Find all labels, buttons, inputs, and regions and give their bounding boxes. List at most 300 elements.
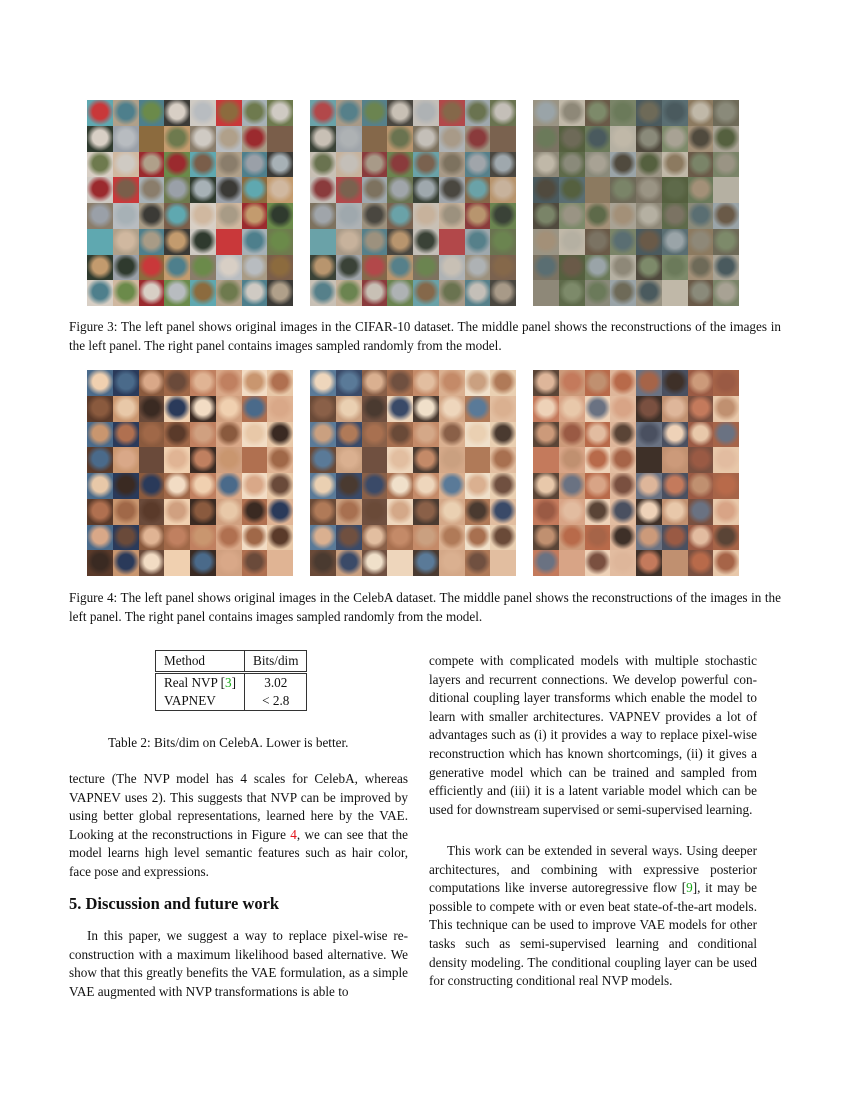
image-thumbnail <box>387 370 413 396</box>
image-thumbnail <box>688 550 714 576</box>
image-thumbnail <box>336 203 362 229</box>
image-thumbnail <box>139 255 165 281</box>
image-thumbnail <box>216 396 242 422</box>
image-thumbnail <box>713 203 739 229</box>
image-thumbnail <box>585 525 611 551</box>
image-thumbnail <box>413 177 439 203</box>
image-thumbnail <box>113 396 139 422</box>
image-thumbnail <box>139 126 165 152</box>
image-thumbnail <box>533 499 559 525</box>
image-thumbnail <box>688 229 714 255</box>
image-thumbnail <box>113 550 139 576</box>
image-thumbnail <box>336 370 362 396</box>
image-thumbnail <box>164 525 190 551</box>
left-column-text <box>69 770 408 882</box>
image-thumbnail <box>636 499 662 525</box>
image-thumbnail <box>490 525 516 551</box>
image-thumbnail <box>713 447 739 473</box>
image-thumbnail <box>490 550 516 576</box>
figure4-panel-samples <box>533 370 739 576</box>
image-thumbnail <box>310 280 336 306</box>
image-thumbnail <box>336 473 362 499</box>
image-thumbnail <box>113 499 139 525</box>
image-thumbnail <box>216 126 242 152</box>
figure3-panel-samples <box>533 100 739 306</box>
image-thumbnail <box>559 396 585 422</box>
image-thumbnail <box>585 422 611 448</box>
image-thumbnail <box>164 229 190 255</box>
image-thumbnail <box>362 203 388 229</box>
method-name: VAPNEV <box>156 692 245 711</box>
image-thumbnail <box>533 255 559 281</box>
image-thumbnail <box>439 255 465 281</box>
image-thumbnail <box>267 100 293 126</box>
image-thumbnail <box>336 396 362 422</box>
image-thumbnail <box>336 100 362 126</box>
image-thumbnail <box>713 525 739 551</box>
image-thumbnail <box>164 255 190 281</box>
image-thumbnail <box>267 280 293 306</box>
image-thumbnail <box>490 100 516 126</box>
image-thumbnail <box>190 280 216 306</box>
image-thumbnail <box>87 499 113 525</box>
image-thumbnail <box>662 447 688 473</box>
table-row <box>156 692 307 711</box>
image-thumbnail <box>636 152 662 178</box>
image-thumbnail <box>190 396 216 422</box>
image-thumbnail <box>87 177 113 203</box>
image-thumbnail <box>713 152 739 178</box>
image-thumbnail <box>413 447 439 473</box>
image-thumbnail <box>267 422 293 448</box>
image-thumbnail <box>139 499 165 525</box>
image-thumbnail <box>610 203 636 229</box>
figure-link[interactable]: 4 <box>290 826 297 842</box>
image-thumbnail <box>610 525 636 551</box>
image-thumbnail <box>267 152 293 178</box>
image-thumbnail <box>216 152 242 178</box>
image-thumbnail <box>362 370 388 396</box>
image-thumbnail <box>87 152 113 178</box>
image-thumbnail <box>310 126 336 152</box>
image-thumbnail <box>87 255 113 281</box>
image-thumbnail <box>216 370 242 396</box>
image-thumbnail <box>387 229 413 255</box>
image-thumbnail <box>387 100 413 126</box>
image-thumbnail <box>610 126 636 152</box>
image-thumbnail <box>113 255 139 281</box>
bracket: ] <box>231 675 237 690</box>
image-thumbnail <box>533 473 559 499</box>
image-thumbnail <box>113 473 139 499</box>
image-thumbnail <box>610 396 636 422</box>
image-thumbnail <box>713 280 739 306</box>
image-thumbnail <box>190 229 216 255</box>
image-thumbnail <box>362 152 388 178</box>
image-thumbnail <box>267 473 293 499</box>
image-thumbnail <box>559 255 585 281</box>
image-thumbnail <box>439 499 465 525</box>
image-thumbnail <box>413 525 439 551</box>
image-thumbnail <box>164 447 190 473</box>
image-thumbnail <box>662 255 688 281</box>
image-thumbnail <box>713 177 739 203</box>
image-thumbnail <box>336 525 362 551</box>
image-thumbnail <box>139 447 165 473</box>
image-thumbnail <box>310 152 336 178</box>
image-thumbnail <box>490 422 516 448</box>
image-thumbnail <box>164 499 190 525</box>
image-thumbnail <box>310 229 336 255</box>
image-thumbnail <box>113 177 139 203</box>
image-thumbnail <box>267 203 293 229</box>
image-thumbnail <box>87 229 113 255</box>
image-thumbnail <box>559 152 585 178</box>
image-thumbnail <box>216 229 242 255</box>
image-thumbnail <box>190 525 216 551</box>
image-thumbnail <box>216 177 242 203</box>
image-thumbnail <box>533 126 559 152</box>
image-thumbnail <box>662 396 688 422</box>
image-thumbnail <box>267 255 293 281</box>
image-thumbnail <box>559 550 585 576</box>
image-thumbnail <box>713 100 739 126</box>
image-thumbnail <box>310 203 336 229</box>
image-thumbnail <box>139 280 165 306</box>
image-thumbnail <box>439 126 465 152</box>
image-thumbnail <box>490 229 516 255</box>
image-thumbnail <box>662 525 688 551</box>
image-thumbnail <box>662 550 688 576</box>
image-thumbnail <box>413 370 439 396</box>
image-thumbnail <box>439 447 465 473</box>
citation-link[interactable]: 9 <box>686 880 693 896</box>
image-thumbnail <box>688 473 714 499</box>
section-heading: 5. Discussion and future work <box>69 894 280 913</box>
image-thumbnail <box>87 100 113 126</box>
image-thumbnail <box>139 370 165 396</box>
image-thumbnail <box>242 473 268 499</box>
image-thumbnail <box>387 203 413 229</box>
image-thumbnail <box>533 550 559 576</box>
image-thumbnail <box>113 152 139 178</box>
image-thumbnail <box>636 280 662 306</box>
image-thumbnail <box>336 499 362 525</box>
image-thumbnail <box>713 396 739 422</box>
image-thumbnail <box>413 126 439 152</box>
image-thumbnail <box>387 499 413 525</box>
image-thumbnail <box>216 422 242 448</box>
figure3-panel-reconstruction <box>310 100 516 306</box>
image-thumbnail <box>216 280 242 306</box>
image-thumbnail <box>310 100 336 126</box>
image-thumbnail <box>413 152 439 178</box>
text: This work can be extended in several ways. Using deeper architectures, and combining with expressive posterior computations like inverse autoregressive flow [ <box>429 843 757 896</box>
image-thumbnail <box>336 229 362 255</box>
image-thumbnail <box>267 525 293 551</box>
image-thumbnail <box>439 152 465 178</box>
image-thumbnail <box>636 447 662 473</box>
image-thumbnail <box>190 126 216 152</box>
image-thumbnail <box>533 152 559 178</box>
image-thumbnail <box>688 525 714 551</box>
image-thumbnail <box>465 280 491 306</box>
image-thumbnail <box>362 525 388 551</box>
image-thumbnail <box>267 550 293 576</box>
image-thumbnail <box>190 370 216 396</box>
image-thumbnail <box>585 550 611 576</box>
image-thumbnail <box>439 280 465 306</box>
image-thumbnail <box>387 525 413 551</box>
image-thumbnail <box>585 203 611 229</box>
image-thumbnail <box>164 280 190 306</box>
image-thumbnail <box>87 525 113 551</box>
image-thumbnail <box>662 422 688 448</box>
image-thumbnail <box>439 100 465 126</box>
image-thumbnail <box>636 422 662 448</box>
image-thumbnail <box>242 203 268 229</box>
image-thumbnail <box>610 280 636 306</box>
right-column-text-2 <box>429 842 757 991</box>
image-thumbnail <box>713 370 739 396</box>
image-thumbnail <box>585 126 611 152</box>
paragraph <box>69 770 408 882</box>
image-thumbnail <box>87 280 113 306</box>
image-thumbnail <box>636 229 662 255</box>
text: , we can see that the model learns high level semantic features such as hair color, face pose and expressions. <box>69 826 408 879</box>
image-thumbnail <box>688 100 714 126</box>
image-thumbnail <box>636 550 662 576</box>
image-thumbnail <box>242 100 268 126</box>
image-thumbnail <box>559 126 585 152</box>
image-thumbnail <box>533 447 559 473</box>
table-row <box>156 674 307 692</box>
image-thumbnail <box>439 473 465 499</box>
image-thumbnail <box>465 422 491 448</box>
image-thumbnail <box>242 550 268 576</box>
image-thumbnail <box>713 255 739 281</box>
image-thumbnail <box>413 280 439 306</box>
image-thumbnail <box>465 370 491 396</box>
image-thumbnail <box>465 396 491 422</box>
image-thumbnail <box>533 525 559 551</box>
image-thumbnail <box>413 229 439 255</box>
image-thumbnail <box>413 499 439 525</box>
paragraph: compete with complicated models with multiple stochastic layers and recurrent connections. We develop powerful conditional coupling layer transforms which enable the model to learn with smaller architectures. VAPNEV provides a lot of advantages such as (i) it provides a way to replace pixel-wise reconstruction which has known shortcomings, (ii) it gives a generative model which can be trained and sampled from efficiently and (iii) it is a latent variable model which can be used for downstream supervised or semi-supervised learning. <box>429 653 757 817</box>
table-header-method: Method <box>156 651 245 673</box>
text: tecture (The NVP model has 4 scales for CelebA, whereas VAPNEV uses 2). This suggests that NVP can be improved by using better global representations, learned here by the VAE. Looking at the reconstructions in Figure <box>69 771 408 842</box>
image-thumbnail <box>465 177 491 203</box>
image-thumbnail <box>387 447 413 473</box>
image-thumbnail <box>242 255 268 281</box>
right-column-text <box>429 652 757 819</box>
image-thumbnail <box>713 422 739 448</box>
paragraph <box>429 842 757 991</box>
citation-link[interactable]: 3 <box>225 675 232 690</box>
text: ], it may be possible to compete with or even beat state-of-the-art models. This technique can be used to improve VAE models for other tasks such as semi-supervised learning and conditional density modeling. The conditional coupling layer can be used for constructing conditional real NVP models. <box>429 880 757 989</box>
image-thumbnail <box>164 152 190 178</box>
left-column-text-2 <box>69 927 408 1001</box>
image-thumbnail <box>113 229 139 255</box>
image-thumbnail <box>559 203 585 229</box>
image-thumbnail <box>559 473 585 499</box>
figure4-panel-reconstruction <box>310 370 516 576</box>
image-thumbnail <box>387 473 413 499</box>
image-thumbnail <box>242 280 268 306</box>
paragraph: In this paper, we suggest a way to replace pixel-wise reconstruction with a maximum likelihood based alternative. We show that this greatly benefits the VAE formulation, as a simple VAE augmented with NVP transformations is able to <box>69 928 408 999</box>
image-thumbnail <box>465 126 491 152</box>
image-thumbnail <box>610 229 636 255</box>
image-thumbnail <box>362 126 388 152</box>
image-thumbnail <box>559 229 585 255</box>
image-thumbnail <box>465 499 491 525</box>
image-thumbnail <box>164 370 190 396</box>
image-thumbnail <box>490 177 516 203</box>
image-thumbnail <box>139 473 165 499</box>
image-thumbnail <box>190 152 216 178</box>
image-thumbnail <box>87 203 113 229</box>
image-thumbnail <box>242 396 268 422</box>
image-thumbnail <box>688 177 714 203</box>
image-thumbnail <box>688 152 714 178</box>
image-thumbnail <box>465 525 491 551</box>
image-thumbnail <box>465 229 491 255</box>
image-thumbnail <box>439 422 465 448</box>
image-thumbnail <box>490 203 516 229</box>
image-thumbnail <box>87 447 113 473</box>
image-thumbnail <box>439 525 465 551</box>
image-thumbnail <box>662 370 688 396</box>
image-thumbnail <box>336 550 362 576</box>
image-thumbnail <box>439 203 465 229</box>
image-thumbnail <box>413 396 439 422</box>
image-thumbnail <box>362 177 388 203</box>
image-thumbnail <box>362 447 388 473</box>
image-thumbnail <box>413 473 439 499</box>
image-thumbnail <box>190 203 216 229</box>
image-thumbnail <box>87 422 113 448</box>
image-thumbnail <box>585 499 611 525</box>
image-thumbnail <box>662 100 688 126</box>
image-thumbnail <box>662 499 688 525</box>
image-thumbnail <box>190 473 216 499</box>
image-thumbnail <box>610 152 636 178</box>
image-thumbnail <box>310 473 336 499</box>
image-thumbnail <box>662 152 688 178</box>
image-thumbnail <box>242 229 268 255</box>
image-thumbnail <box>87 550 113 576</box>
image-thumbnail <box>636 100 662 126</box>
table2-caption: Table 2: Bits/dim on CelebA. Lower is better. <box>108 735 349 750</box>
image-thumbnail <box>87 370 113 396</box>
image-thumbnail <box>533 396 559 422</box>
image-thumbnail <box>310 550 336 576</box>
image-thumbnail <box>387 280 413 306</box>
image-thumbnail <box>267 396 293 422</box>
image-thumbnail <box>362 280 388 306</box>
image-thumbnail <box>585 152 611 178</box>
image-thumbnail <box>636 177 662 203</box>
image-thumbnail <box>336 177 362 203</box>
image-thumbnail <box>362 396 388 422</box>
image-thumbnail <box>362 422 388 448</box>
table-header-bits: Bits/dim <box>245 651 307 673</box>
image-thumbnail <box>610 473 636 499</box>
image-thumbnail <box>688 422 714 448</box>
image-thumbnail <box>465 447 491 473</box>
image-thumbnail <box>190 100 216 126</box>
image-thumbnail <box>139 396 165 422</box>
image-thumbnail <box>610 370 636 396</box>
image-thumbnail <box>216 100 242 126</box>
image-thumbnail <box>610 422 636 448</box>
image-thumbnail <box>242 499 268 525</box>
image-thumbnail <box>362 100 388 126</box>
figure4-panel-original <box>87 370 293 576</box>
image-thumbnail <box>267 126 293 152</box>
figure3-panel-original <box>87 100 293 306</box>
image-thumbnail <box>164 100 190 126</box>
image-thumbnail <box>267 447 293 473</box>
image-thumbnail <box>190 447 216 473</box>
image-thumbnail <box>490 280 516 306</box>
image-thumbnail <box>585 255 611 281</box>
image-thumbnail <box>490 255 516 281</box>
image-thumbnail <box>439 229 465 255</box>
image-thumbnail <box>585 280 611 306</box>
image-thumbnail <box>559 177 585 203</box>
image-thumbnail <box>439 177 465 203</box>
image-thumbnail <box>610 100 636 126</box>
image-thumbnail <box>490 447 516 473</box>
image-thumbnail <box>310 370 336 396</box>
image-thumbnail <box>533 422 559 448</box>
image-thumbnail <box>636 525 662 551</box>
image-thumbnail <box>533 229 559 255</box>
image-thumbnail <box>139 152 165 178</box>
image-thumbnail <box>216 447 242 473</box>
bits-value: 3.02 <box>245 674 307 692</box>
image-thumbnail <box>490 152 516 178</box>
image-thumbnail <box>439 550 465 576</box>
image-thumbnail <box>662 126 688 152</box>
image-thumbnail <box>559 447 585 473</box>
image-thumbnail <box>190 255 216 281</box>
image-thumbnail <box>713 126 739 152</box>
image-thumbnail <box>533 280 559 306</box>
image-thumbnail <box>242 422 268 448</box>
image-thumbnail <box>336 422 362 448</box>
image-thumbnail <box>242 525 268 551</box>
image-thumbnail <box>336 280 362 306</box>
image-thumbnail <box>362 499 388 525</box>
image-thumbnail <box>190 177 216 203</box>
image-thumbnail <box>610 499 636 525</box>
image-thumbnail <box>310 499 336 525</box>
image-thumbnail <box>636 203 662 229</box>
image-thumbnail <box>310 255 336 281</box>
image-thumbnail <box>242 152 268 178</box>
image-thumbnail <box>688 370 714 396</box>
image-thumbnail <box>267 499 293 525</box>
bits-value: < 2.8 <box>245 692 307 711</box>
image-thumbnail <box>164 422 190 448</box>
image-thumbnail <box>610 447 636 473</box>
image-thumbnail <box>267 177 293 203</box>
image-thumbnail <box>139 550 165 576</box>
image-thumbnail <box>636 396 662 422</box>
image-thumbnail <box>242 177 268 203</box>
